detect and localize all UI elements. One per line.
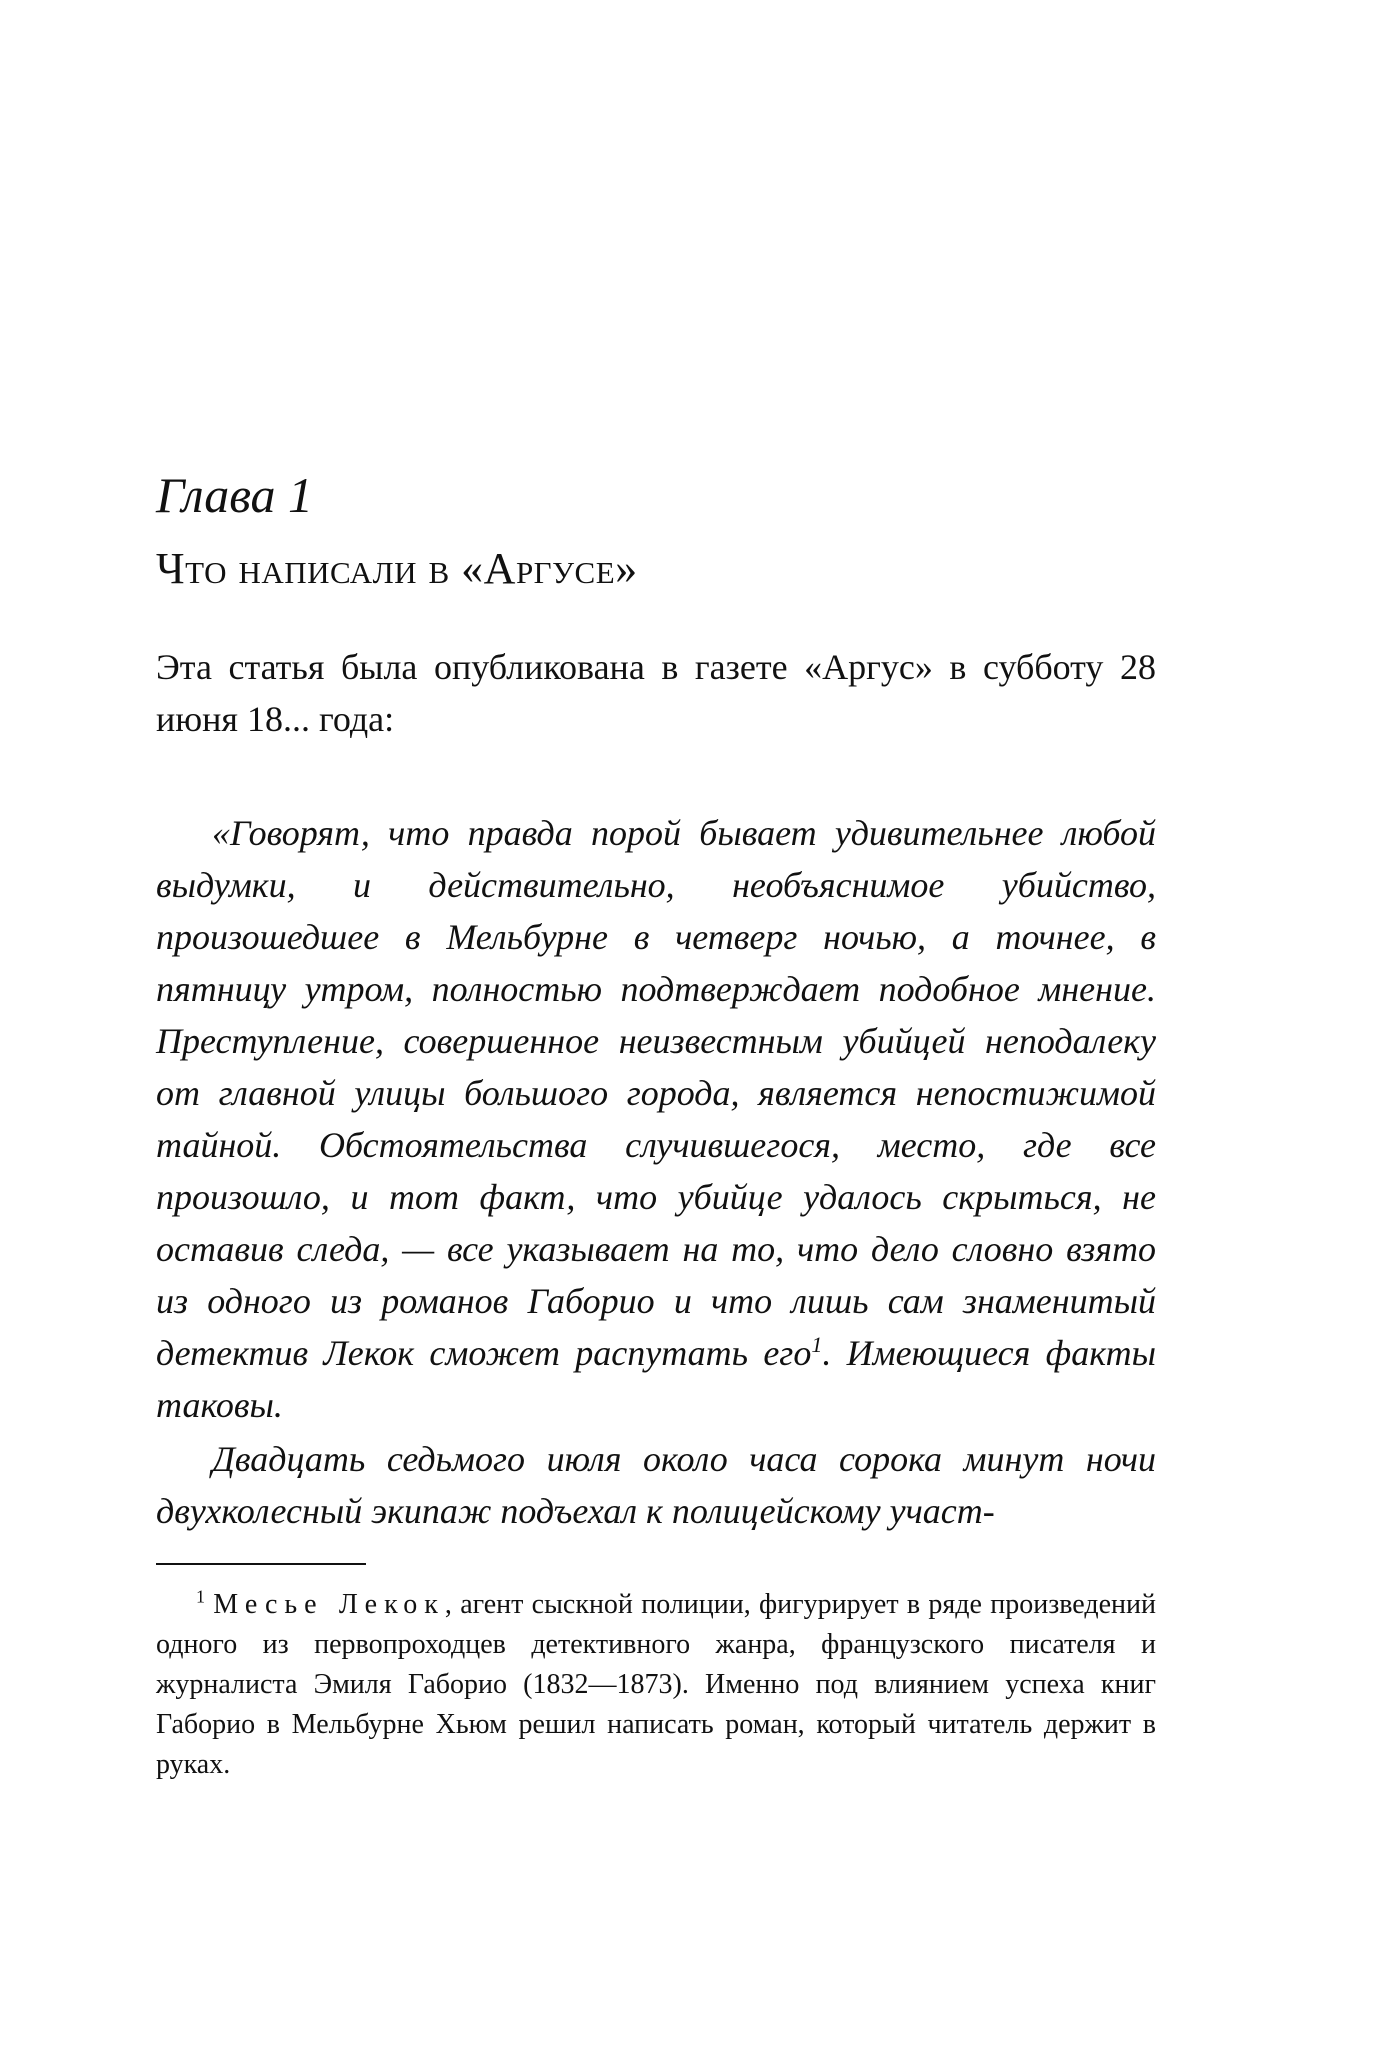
lead-paragraph: Эта статья была опубликована в газете «Аргус» в субботу 28 июня 18... года: [156,647,1156,739]
quote-paragraph-1 [156,807,1156,1431]
footnote [156,1585,1156,1785]
quote-text: «Говорят, что правда порой бывает удивительнее любой выдумки, и действительно, необъяснимое убийство, произошедшее в Мельбурне в четверг ночью, а точнее, в пятницу утром, полностью подтверждает подобное мнение. Преступление, совершенное неизвестным убийцей неподалеку от главной улицы большого города, является непостижимой тайной. Обстоятельства случившегося, место, где все произошло, и тот факт, что убийце удалось скрыться, не оставив следа, — все указывает на то, что дело словно взято из одного из романов Габорио и что лишь сам знаменитый детектив Лекок сможет распутать его [156,813,1156,1373]
footnote-mark: 1 [196,1586,205,1607]
chapter-label: Глава 1 [156,467,314,523]
chapter-title: Что написали в «Аргусе» [156,544,638,593]
text-column [156,465,1156,1785]
footnote-text: , агент сыскной полиции, фигурирует в ряде произведений одного из первопроходцев детективного жанра, французского писателя и журналиста Эмиля Габорио (1832—1873). Именно под влиянием успеха книг Габорио в Мельбурне Хьюм решил написать роман, который читатель держит в руках. [156,1589,1156,1780]
footnote-reference: 1 [811,1332,823,1357]
quote-text-continued: . Имеющиеся факты таковы. [156,1333,1156,1425]
quote-paragraph-2: Двадцать седьмого июля около часа сорока минут ночи двухколесный экипаж подъехал к полицейскому участ- [156,1439,1156,1531]
footnote-name: Месье Лекок [213,1589,445,1620]
footnote-divider [156,1563,366,1565]
